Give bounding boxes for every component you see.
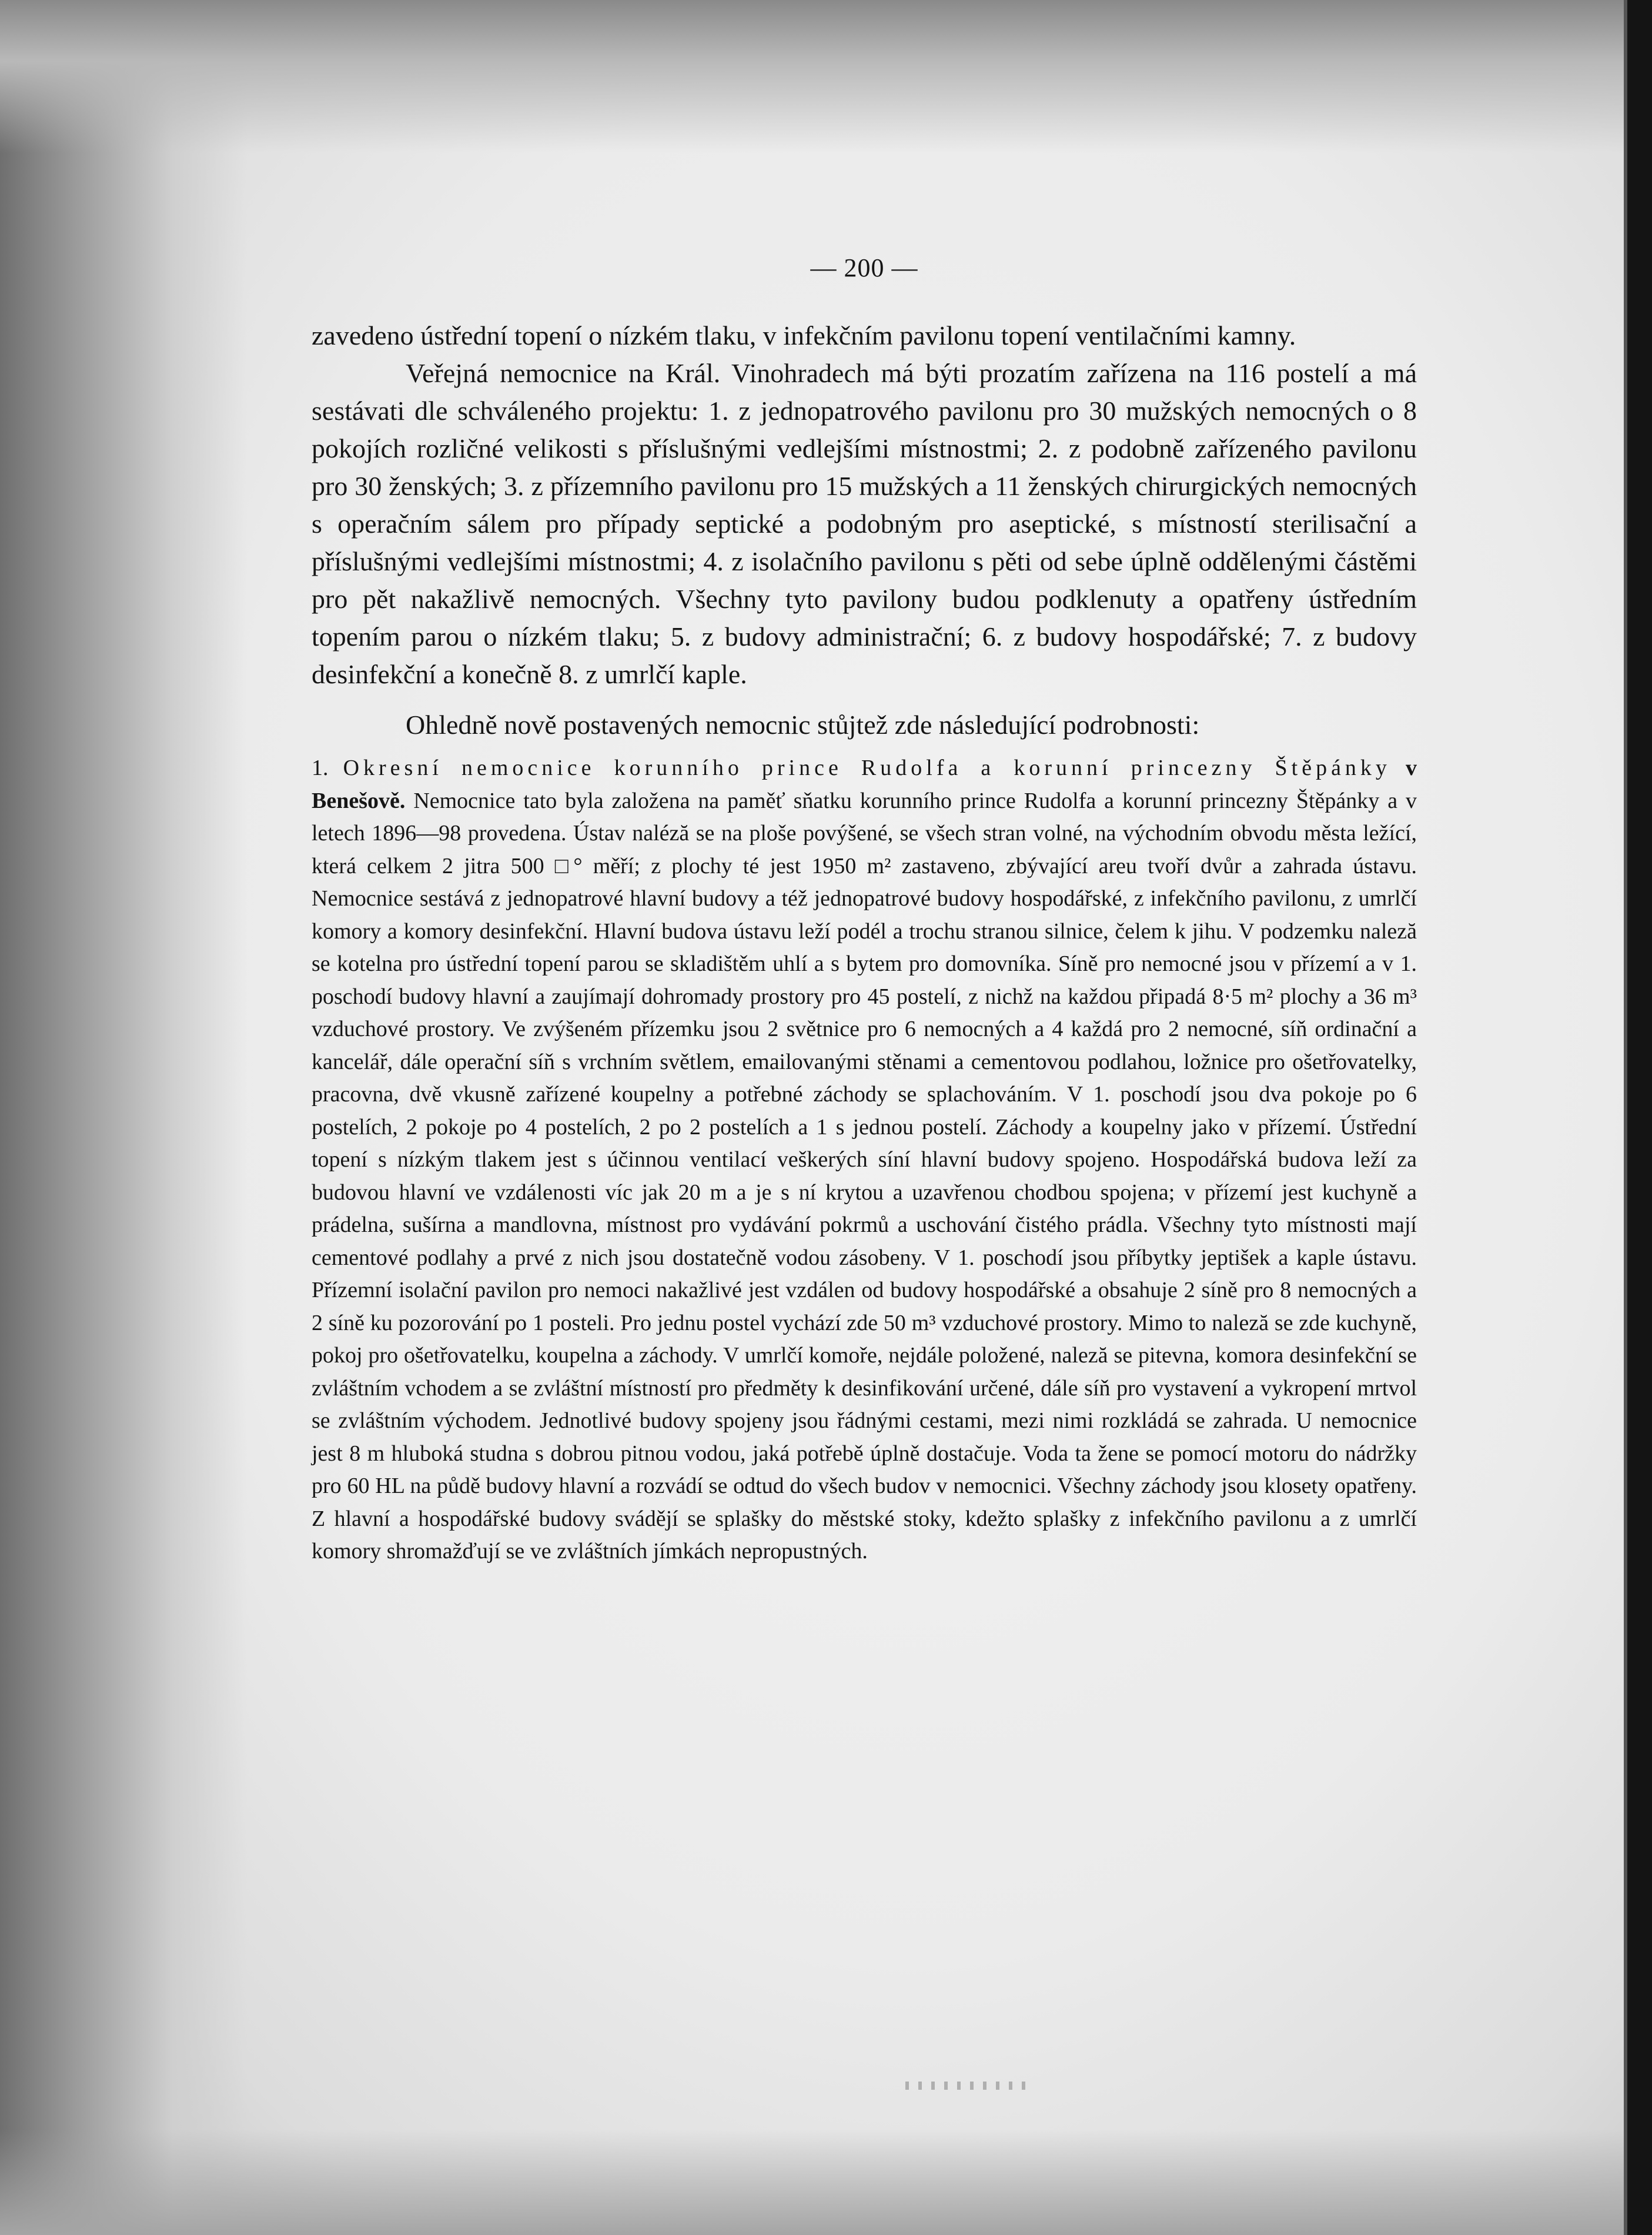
top-shadow (0, 0, 1652, 153)
section-number: 1. (312, 756, 329, 780)
page-content (312, 253, 1417, 1568)
paragraph-vinohrady-hospital: Veřejná nemocnice na Král. Vinohradech má býti prozatím zařízena na 116 postelí a má sestávati dle schváleného projektu: 1. z jednopatrového pavilonu pro 30 mužských nemocných o 8 pokojích rozličné velikosti s příslušnými vedlejšími místnostmi; 2. z podobně zařízeného pavilonu pro 30 ženských; 3. z přízemního pavilonu pro 15 mužských a 11 ženských chirurgických nemocných s operačním sálem pro případy septické a podobným pro aseptické, s místností sterilisační a příslušnými vedlejšími místnostmi; 4. z isolačního pavilonu s pěti od sebe úplně oddělenými částěmi pro pět nakažlivě nemocných. Všechny tyto pavilony budou podklenuty a opatřeny ústředním topením parou o nízkém tlaku; 5. z budovy administrační; 6. z budovy hospodářské; 7. z budovy desinfekční a konečně 8. z umrlčí kaple. (312, 358, 1417, 689)
section-body: Nemocnice tato byla založena na paměť sňatku korunního prince Rudolfa a korunní princezny Štěpánky a v letech 1896—98 provedena. Ústav naléză se na ploše povýšené, se všech stran volné, na východním obvodu města ležící, která celkem 2 jitra 500 □° měří; z plochy té jest 1950 m² zastaveno, zbývající areu tvoří dvůr a zahrada ústavu. Nemocnice sestává z jednopatrové hlavní budovy a též jednopatrové budovy hospodářské, z infekčního pavilonu, z umrlčí komory a komory desinfekční. Hlavní budova ústavu leží podél a trochu stranou silnice, čelem k jihu. V podzemku naleză se kotelna pro ústřední topení parou se skladištěm uhlí a s bytem pro domovníka. Síně pro nemocné jsou v přízemí a v 1. poschodí budovy hlavní a zaujímají dohromady prostory pro 45 postelí, z nichž na každou připadá 8·5 m² plochy a 36 m³ vzduchové prostory. Ve zvýšeném přízemku jsou 2 světnice pro 6 nemocných a 4 každá pro 2 nemocné, síň ordinační a kancelář, dále operační síň s vrchním světlem, emailovanými stěnami a cementovou podlahou, ložnice pro ošetřovatelky, pracovna, dvě vkusně zařízené koupelny a potřebné záchody se splachováním. V 1. poschodí jsou dva pokoje po 6 postelích, 2 pokoje po 4 postelích, 2 po 2 postelích a 1 s jednou postelí. Záchody a koupelny jako v přízemí. Ústřední topení s nízkým tlakem jest s účinnou ventilací veškerých síní hlavní budovy spojeno. Hospodářská budova leží za budovou hlavní ve vzdálenosti víc jak 20 m a je s ní krytou a uzavřenou chodbou spojena; v přízemí jest kuchyně a prádelna, sušírna a mandlovna, místnost pro vydávání pokrmů a uschování čistého prádla. Všechny tyto místnosti mají cementové podlahy a prvé z nich jsou dostatečně vodou zásobeny. V 1. poschodí jsou příbytky jeptišek a kaple ústavu. Přízemní isolační pavilon pro nemoci nakažlivé jest vzdálen od budovy hospodářské a obsahuje 2 síně pro 8 nemocných a 2 síně ku pozorování po 1 posteli. Pro jednu postel vychází zde 50 m³ vzduchové prostory. Mimo to naleză se zde kuchyně, pokoj pro ošetřovatelku, koupelna a záchody. V umrlčí komoře, nejdále položené, naleză se pitevna, komora desinfekční se zvláštním vchodem a se zvláštní místností pro předměty k desinfikování určené, dále síň pro vystavení a vykropení mrtvol se zvláštním východem. Jednotlivé budovy spojeny jsou řádnými cestami, mezi nimi rozkládá se zahrada. U nemocnice jest 8 m hluboká studna s dobrou pitnou vodou, jaká potřebě úplně dostačuje. Voda ta žene se pomocí motoru do nádržky pro 60 HL na půdě budovy hlavní a rozvádí se odtud do všech budov v nemocnici. Všechny záchody jsou klosety opatřeny. Z hlavní a hospodářské budovy svádějí se splašky do městské stoky, kdežto splašky z infekčního pavilonu a z umrlčí komory shromažďují se ve zvláštních jímkách nepropustných. (312, 788, 1417, 1564)
paragraph-heating: zavedeno ústřední topení o nízkém tlaku, v infekčním pavilonu topení ventilačními kamny. (312, 320, 1296, 350)
left-shadow (0, 0, 247, 2235)
section-place: v Benešově. (312, 756, 1417, 813)
page-number: — 200 — (810, 253, 918, 282)
right-edge (1627, 0, 1652, 2235)
bottom-shadow (0, 2129, 1652, 2235)
section-benesov-hospital (312, 752, 1417, 1568)
scan-speck (905, 2082, 1035, 2090)
paragraph-intro-details: Ohledně nově postavených nemocnic stůjtež zde následující podrobnosti: (406, 710, 1200, 740)
section-title: Okresní nemocnice korunního prince Rudolfa a korunní princezny Štěpánky (343, 756, 1391, 780)
